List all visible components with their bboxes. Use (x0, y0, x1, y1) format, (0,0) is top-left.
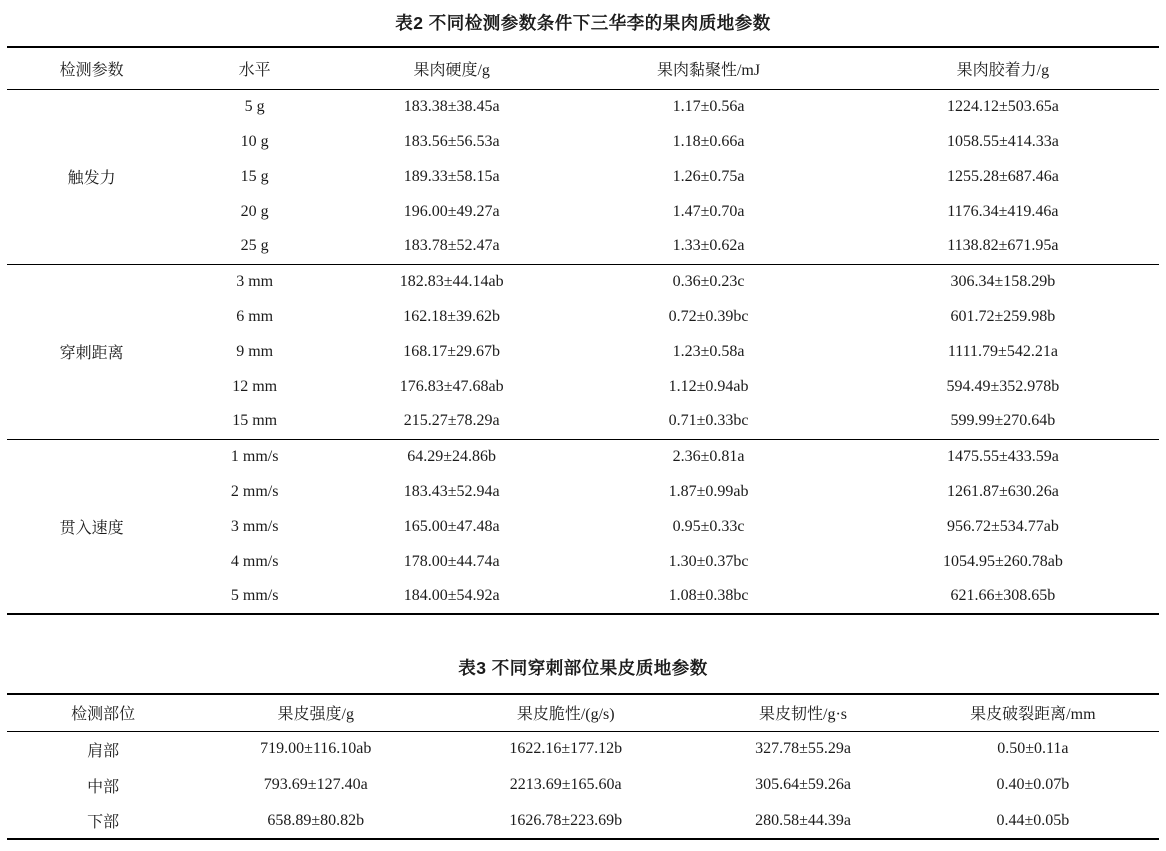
param-group-label: 穿刺距离 (7, 264, 176, 439)
gumminess-cell: 1261.87±630.26a (946, 482, 1059, 500)
table3-title: 表3 不同穿刺部位果皮质地参数 (458, 658, 708, 678)
toughness-cell: 327.78±55.29a (755, 740, 851, 758)
cohesiveness-cell: 1.33±0.62a (570, 229, 846, 264)
level-cell: 5 mm/s (230, 587, 279, 604)
level-cell: 1 mm/s (230, 447, 279, 465)
hardness-cell: 165.00±47.48a (403, 517, 500, 535)
level-cell: 3 mm/s (230, 517, 279, 535)
cohesiveness-cell: 1.08±0.38bc (668, 587, 749, 604)
hardness-cell: 168.17±29.67b (403, 342, 501, 360)
hardness-cell: 189.33±58.15a (403, 167, 500, 185)
table2 (7, 46, 1159, 615)
strength-cell: 719.00±116.10ab (260, 740, 372, 758)
level-cell: 15 g (240, 167, 269, 185)
param-group-label: 贯入速度 (7, 439, 176, 614)
hardness-cell: 64.29±24.86b (407, 447, 497, 465)
hardness-cell: 176.83±47.68ab (399, 377, 504, 395)
gumminess-cell: 1111.79±542.21a (947, 342, 1058, 360)
table-row (7, 803, 1159, 839)
table-row (7, 89, 1159, 124)
level-cell: 9 mm (236, 342, 274, 360)
gumminess-cell: 594.49±352.978b (946, 377, 1060, 395)
param-group-label: 触发力 (7, 89, 176, 264)
strength-cell: 793.69±127.40a (263, 776, 368, 793)
table-row (7, 124, 1159, 159)
cohesiveness-cell: 0.95±0.33c (672, 517, 745, 535)
site-cell: 下部 (87, 814, 120, 831)
table-row (7, 767, 1159, 803)
gumminess-cell: 601.72±259.98b (950, 307, 1056, 325)
table-row (7, 334, 1159, 369)
header-rupture-distance: 果皮破裂距离/mm (907, 694, 1159, 731)
hardness-cell: 183.38±38.45a (403, 97, 500, 115)
table-row (7, 299, 1159, 334)
table-row (7, 474, 1159, 509)
table-row (7, 439, 1159, 474)
gumminess-cell: 1224.12±503.65a (946, 97, 1059, 115)
hardness-cell: 183.78±52.47a (333, 229, 570, 264)
hardness-cell: 162.18±39.62b (403, 307, 501, 325)
table3 (7, 693, 1159, 840)
level-cell: 4 mm/s (230, 552, 279, 570)
gumminess-cell: 1054.95±260.78ab (942, 552, 1063, 570)
toughness-cell: 305.64±59.26a (755, 776, 851, 793)
brittleness-cell: 2213.69±165.60a (509, 776, 622, 793)
rupture-distance-cell: 0.44±0.05b (996, 811, 1070, 829)
hardness-cell: 215.27±78.29a (333, 404, 570, 439)
level-cell: 25 g (176, 229, 333, 264)
header-toughness: 果皮韧性/g·s (699, 694, 906, 731)
gumminess-cell: 1475.55±433.59a (946, 447, 1059, 465)
table-row (7, 509, 1159, 544)
table2-header-row (7, 47, 1159, 89)
table-row (7, 369, 1159, 404)
cohesiveness-cell: 1.87±0.99ab (668, 482, 749, 500)
rupture-distance-cell: 0.50±0.11a (997, 740, 1069, 758)
cohesiveness-cell: 1.26±0.75a (672, 167, 745, 185)
level-cell: 5 g (244, 97, 265, 115)
toughness-cell: 280.58±44.39a (755, 811, 851, 829)
level-cell: 6 mm (236, 307, 274, 325)
gumminess-cell: 621.66±308.65b (950, 587, 1056, 604)
table3-header-row (7, 694, 1159, 731)
level-cell: 15 mm (176, 404, 333, 439)
strength-cell: 658.89±80.82b (267, 811, 365, 829)
hardness-cell: 196.00±49.27a (403, 202, 500, 220)
cohesiveness-cell: 0.72±0.39bc (668, 307, 749, 325)
gumminess-cell: 1255.28±687.46a (946, 167, 1059, 185)
table-row (7, 264, 1159, 299)
level-cell: 3 mm (236, 272, 274, 290)
brittleness-cell: 1622.16±177.12b (509, 740, 623, 758)
table-row (7, 404, 1159, 439)
header-param: 检测参数 (7, 47, 176, 89)
table-row (7, 731, 1159, 767)
header-brittleness: 果皮脆性/(g/s) (432, 694, 699, 731)
cohesiveness-cell: 1.23±0.58a (672, 342, 745, 360)
brittleness-cell: 1626.78±223.69b (509, 811, 623, 829)
cohesiveness-cell: 1.12±0.94ab (668, 377, 749, 395)
gumminess-cell: 1058.55±414.33a (946, 132, 1059, 150)
gumminess-cell: 1176.34±419.46a (947, 202, 1059, 220)
cohesiveness-cell: 1.18±0.66a (672, 132, 745, 150)
header-level: 水平 (176, 47, 333, 89)
cohesiveness-cell: 1.47±0.70a (672, 202, 745, 220)
cohesiveness-cell: 0.71±0.33bc (570, 404, 846, 439)
table-row (7, 544, 1159, 579)
table-row (7, 159, 1159, 194)
gumminess-cell: 956.72±534.77ab (946, 517, 1059, 535)
site-cell: 肩部 (87, 742, 120, 760)
table-row (7, 229, 1159, 264)
gumminess-cell: 599.99±270.64b (847, 404, 1159, 439)
header-site: 检测部位 (7, 694, 199, 731)
gumminess-cell: 306.34±158.29b (950, 272, 1056, 290)
level-cell: 10 g (240, 132, 269, 150)
level-cell: 20 g (240, 202, 269, 220)
level-cell: 12 mm (232, 377, 278, 395)
hardness-cell: 184.00±54.92a (403, 587, 500, 604)
level-cell: 2 mm/s (230, 482, 279, 500)
gumminess-cell: 1138.82±671.95a (847, 229, 1159, 264)
cohesiveness-cell: 1.30±0.37bc (668, 552, 749, 570)
cohesiveness-cell: 2.36±0.81a (672, 447, 745, 465)
table-row (7, 579, 1159, 614)
cohesiveness-cell: 1.17±0.56a (672, 97, 745, 115)
header-cohesiveness: 果肉黏聚性/mJ (570, 47, 846, 89)
header-strength: 果皮强度/g (199, 694, 432, 731)
hardness-cell: 183.43±52.94a (403, 482, 500, 500)
rupture-distance-cell: 0.40±0.07b (996, 776, 1070, 793)
cohesiveness-cell: 0.36±0.23c (672, 272, 745, 290)
hardness-cell: 183.56±56.53a (403, 132, 500, 150)
hardness-cell: 182.83±44.14ab (399, 272, 504, 290)
hardness-cell: 178.00±44.74a (403, 552, 500, 570)
site-cell: 中部 (87, 778, 120, 796)
table2-title: 表2 不同检测参数条件下三华李的果肉质地参数 (395, 13, 771, 33)
table-row (7, 194, 1159, 229)
header-hardness: 果肉硬度/g (333, 47, 570, 89)
header-gumminess: 果肉胶着力/g (847, 47, 1159, 89)
